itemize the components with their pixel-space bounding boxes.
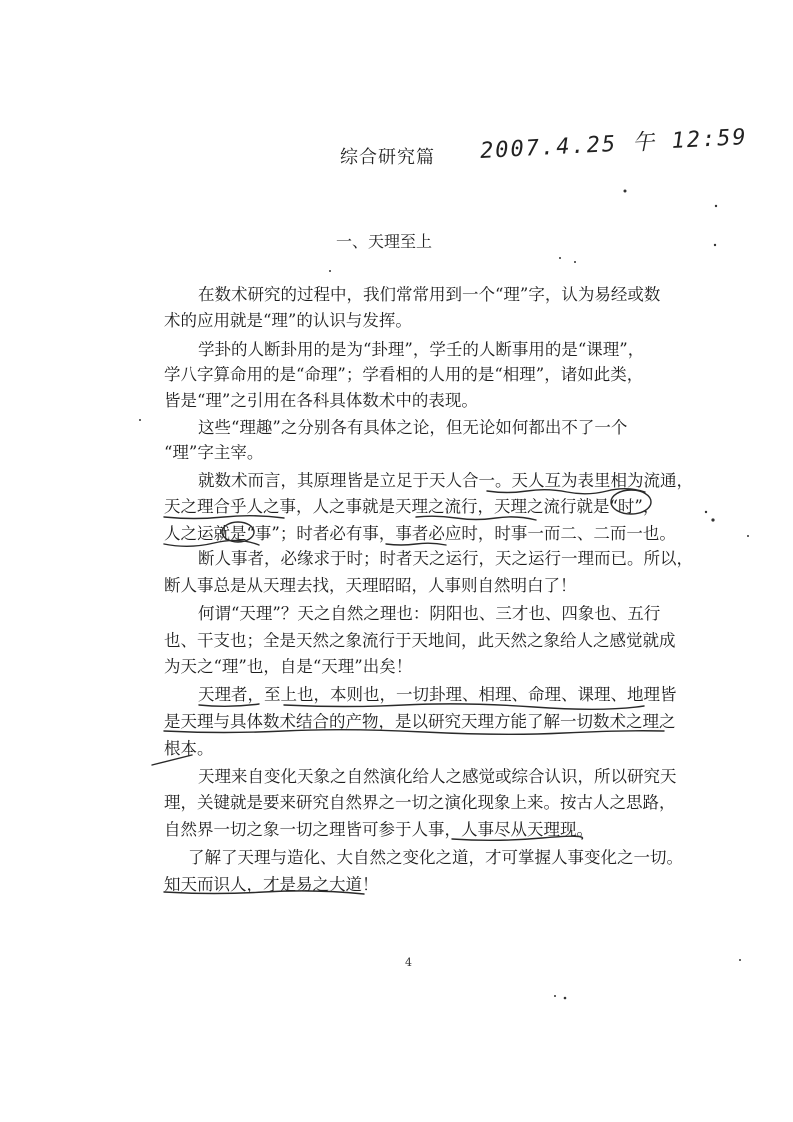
body-line: 自然界一切之象一切之理皆可参于人事，人事尽从天理现。 bbox=[164, 820, 593, 839]
handwritten-date: 2007.4.25 午 12:59 bbox=[479, 124, 749, 164]
body-line: 这些“理趣”之分别各有具体之论，但无论如何都出不了一个 bbox=[198, 418, 628, 437]
body-line: 是天理与具体数术结合的产物，是以研究天理方能了解一切数术之理之 bbox=[164, 712, 676, 731]
body-line: 在数术研究的过程中，我们常常用到一个“理”字，认为易经或数 bbox=[198, 285, 661, 304]
body-line: 知天而识人，才是易之大道！ bbox=[164, 875, 379, 894]
body-line: 就数术而言，其原理皆是立足于天人合一。天人互为表里相为流通， bbox=[198, 471, 693, 490]
body-line: 学卦的人断卦用的是为“卦理”，学壬的人断事用的是“课理”， bbox=[198, 340, 645, 359]
body-line: 学八字算命用的是“命理”；学看相的人用的是“相理”，诸如此类， bbox=[164, 365, 644, 384]
body-line: 也、干支也；全是天然之象流行于天地间，此天然之象给人之感觉就成 bbox=[164, 631, 676, 650]
body-line: 理，关键就是要来研究自然界之一切之演化现象上来。按古人之思路， bbox=[164, 793, 676, 812]
body-line: 天理者，至上也，本则也，一切卦理、相理、命理、课理、地理皆 bbox=[198, 685, 677, 704]
body-line: 根本。 bbox=[164, 739, 214, 758]
body-line: 断人事者，必缘求于时；时者天之运行，天之运行一理而已。所以， bbox=[198, 549, 693, 568]
body-line: 天之理合乎人之事，人之事就是天理之流行，天理之流行就是“时”， bbox=[164, 497, 660, 516]
body-line: 人之运就是“事”；时者必有事，事者必应时，时事一而二、二而一也。 bbox=[164, 524, 676, 543]
body-line: 天理来自变化天象之自然演化给人之感觉或综合认识，所以研究天 bbox=[198, 767, 677, 786]
page-number: 4 bbox=[405, 956, 412, 969]
body-line: 断人事总是从天理去找，天理昭昭，人事则自然明白了！ bbox=[164, 576, 577, 595]
body-line: “理”字主宰。 bbox=[164, 443, 264, 462]
body-line: 了解了天理与造化、大自然之变化之道，才可掌握人事变化之一切。 bbox=[188, 848, 683, 867]
chapter-title: 综合研究篇 bbox=[340, 147, 435, 168]
section-title: 一、天理至上 bbox=[336, 232, 433, 251]
body-line: 术的应用就是“理”的认识与发挥。 bbox=[164, 311, 412, 330]
body-line: 为天之“理”也，自是“天理”出矣！ bbox=[164, 657, 413, 676]
body-line: 皆是“理”之引用在各科具体数术中的表现。 bbox=[164, 391, 478, 410]
body-line: 何谓“天理”？天之自然之理也：阴阳也、三才也、四象也、五行 bbox=[198, 604, 661, 623]
